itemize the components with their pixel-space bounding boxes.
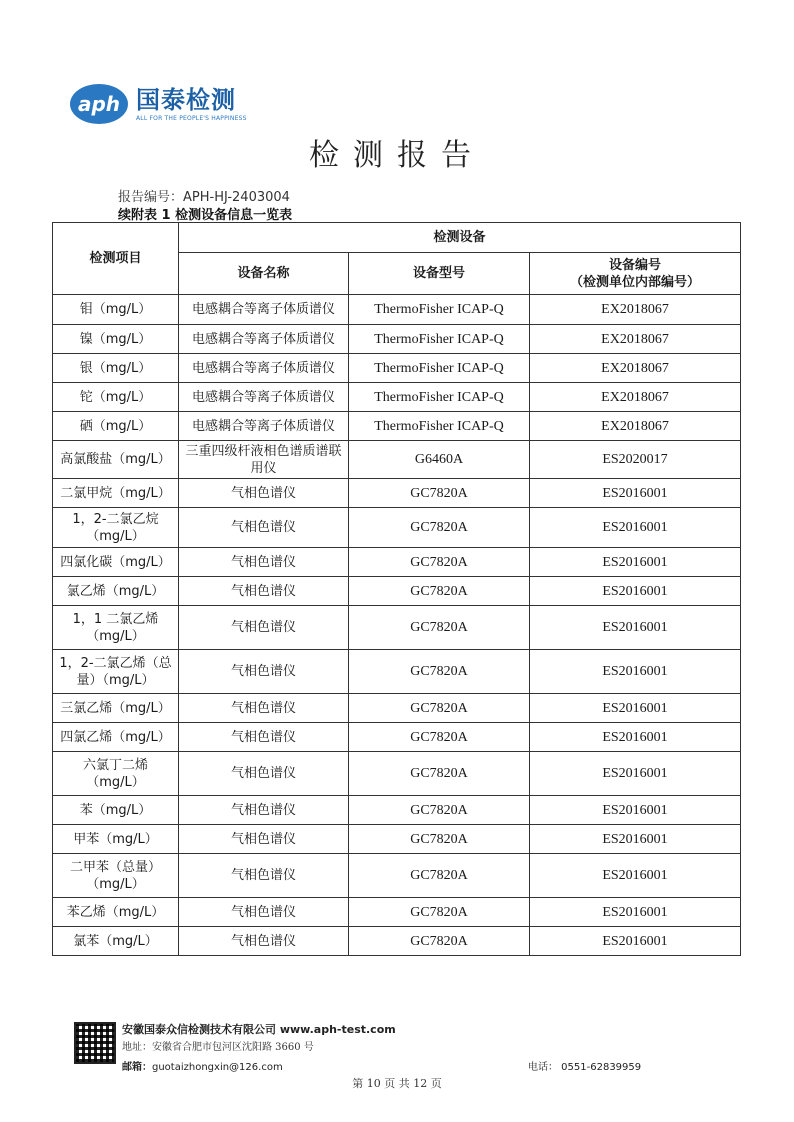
header-equipment-id-line2: （检测单位内部编号） xyxy=(570,274,701,290)
cell-equipment-name: 气相色谱仪 xyxy=(179,927,349,956)
cell-test-item: 二甲苯（总量）（mg/L） xyxy=(53,854,179,898)
cell-equipment-id: ES2016001 xyxy=(530,479,741,508)
cell-equipment-name: 电感耦合等离子体质谱仪 xyxy=(179,412,349,441)
cell-equipment-model: GC7820A xyxy=(349,796,530,825)
cell-equipment-model: ThermoFisher ICAP-Q xyxy=(349,325,530,354)
cell-test-item: 苯（mg/L） xyxy=(53,796,179,825)
cell-equipment-model: GC7820A xyxy=(349,606,530,650)
aph-logo-mark: aph xyxy=(70,84,128,124)
cell-equipment-name: 三重四级杆液相色谱质谱联用仪 xyxy=(179,441,349,479)
cell-equipment-id: EX2018067 xyxy=(530,325,741,354)
cell-equipment-model: GC7820A xyxy=(349,650,530,694)
cell-equipment-id: ES2016001 xyxy=(530,694,741,723)
cell-equipment-model: GC7820A xyxy=(349,694,530,723)
page-number: 第 10 页 共 12 页 xyxy=(352,1077,442,1090)
cell-test-item: 钼（mg/L） xyxy=(53,295,179,325)
cell-equipment-model: GC7820A xyxy=(349,854,530,898)
cell-test-item: 氯苯（mg/L） xyxy=(53,927,179,956)
table-row xyxy=(53,854,741,898)
table-row xyxy=(53,650,741,694)
cell-equipment-name: 气相色谱仪 xyxy=(179,723,349,752)
table-row xyxy=(53,577,741,606)
header-test-item: 检测项目 xyxy=(53,223,179,295)
table-row xyxy=(53,325,741,354)
cell-equipment-name: 气相色谱仪 xyxy=(179,548,349,577)
cell-equipment-name: 电感耦合等离子体质谱仪 xyxy=(179,354,349,383)
cell-equipment-id: ES2016001 xyxy=(530,606,741,650)
equipment-table xyxy=(52,222,741,956)
cell-test-item: 1，2-二氯乙烷（mg/L） xyxy=(53,508,179,548)
cell-equipment-name: 气相色谱仪 xyxy=(179,577,349,606)
cell-equipment-model: ThermoFisher ICAP-Q xyxy=(349,295,530,325)
cell-test-item: 二氯甲烷（mg/L） xyxy=(53,479,179,508)
table-row xyxy=(53,548,741,577)
page-title: 检测报告 xyxy=(309,138,485,173)
table-row xyxy=(53,383,741,412)
cell-equipment-id: ES2016001 xyxy=(530,548,741,577)
cell-equipment-name: 气相色谱仪 xyxy=(179,796,349,825)
report-number: 报告编号：APH-HJ-2403004 xyxy=(118,190,290,205)
cell-equipment-name: 气相色谱仪 xyxy=(179,898,349,927)
cell-equipment-id: ES2016001 xyxy=(530,650,741,694)
footer-email xyxy=(122,1058,283,1073)
cell-test-item: 高氯酸盐（mg/L） xyxy=(53,441,179,479)
footer-company: 安徽国泰众信检测技术有限公司 www.aph-test.com xyxy=(122,1023,396,1036)
cell-test-item: 铊（mg/L） xyxy=(53,383,179,412)
cell-equipment-model: GC7820A xyxy=(349,548,530,577)
cell-equipment-name: 电感耦合等离子体质谱仪 xyxy=(179,295,349,325)
cell-equipment-model: GC7820A xyxy=(349,723,530,752)
cell-equipment-name: 气相色谱仪 xyxy=(179,479,349,508)
cell-equipment-model: GC7820A xyxy=(349,898,530,927)
cell-equipment-name: 气相色谱仪 xyxy=(179,508,349,548)
cell-equipment-model: G6460A xyxy=(349,441,530,479)
cell-equipment-id: ES2016001 xyxy=(530,854,741,898)
cell-equipment-id: ES2016001 xyxy=(530,723,741,752)
footer-phone: 电话： 0551-62839959 xyxy=(528,1062,642,1073)
cell-equipment-name: 气相色谱仪 xyxy=(179,825,349,854)
table-row xyxy=(53,694,741,723)
cell-equipment-name: 气相色谱仪 xyxy=(179,650,349,694)
cell-equipment-model: GC7820A xyxy=(349,479,530,508)
cell-equipment-model: ThermoFisher ICAP-Q xyxy=(349,383,530,412)
cell-equipment-name: 电感耦合等离子体质谱仪 xyxy=(179,325,349,354)
table-row xyxy=(53,412,741,441)
cell-equipment-id: ES2020017 xyxy=(530,441,741,479)
cell-equipment-model: ThermoFisher ICAP-Q xyxy=(349,354,530,383)
cell-test-item: 四氯化碳（mg/L） xyxy=(53,548,179,577)
cell-test-item: 甲苯（mg/L） xyxy=(53,825,179,854)
footer-address: 地址：安徽省合肥市包河区沈阳路 3660 号 xyxy=(122,1042,314,1053)
table-row xyxy=(53,752,741,796)
cell-equipment-name: 电感耦合等离子体质谱仪 xyxy=(179,383,349,412)
cell-test-item: 四氯乙烯（mg/L） xyxy=(53,723,179,752)
table-row xyxy=(53,441,741,479)
cell-test-item: 镍（mg/L） xyxy=(53,325,179,354)
logo-slogan: ALL FOR THE PEOPLE'S HAPPINESS xyxy=(136,114,247,122)
cell-test-item: 1，1 二氯乙烯（mg/L） xyxy=(53,606,179,650)
table-title: 续附表 1 检测设备信息一览表 xyxy=(118,208,293,223)
header-equipment-group: 检测设备 xyxy=(179,223,741,253)
cell-equipment-name: 气相色谱仪 xyxy=(179,694,349,723)
cell-equipment-id: EX2018067 xyxy=(530,354,741,383)
table-row xyxy=(53,354,741,383)
cell-equipment-name: 气相色谱仪 xyxy=(179,752,349,796)
table-row xyxy=(53,606,741,650)
cell-equipment-model: GC7820A xyxy=(349,752,530,796)
cell-equipment-id: ES2016001 xyxy=(530,825,741,854)
table-row xyxy=(53,295,741,325)
company-logo xyxy=(70,84,247,124)
footer-email-label: 邮箱： xyxy=(122,1062,152,1073)
footer-email-value: guotaizhongxin@126.com xyxy=(152,1062,283,1073)
cell-equipment-id: ES2016001 xyxy=(530,796,741,825)
table-row xyxy=(53,898,741,927)
cell-test-item: 苯乙烯（mg/L） xyxy=(53,898,179,927)
header-equipment-name: 设备名称 xyxy=(179,253,349,295)
cell-equipment-id: ES2016001 xyxy=(530,898,741,927)
cell-test-item: 1，2-二氯乙烯（总量）（mg/L） xyxy=(53,650,179,694)
cell-equipment-id: EX2018067 xyxy=(530,383,741,412)
cell-test-item: 银（mg/L） xyxy=(53,354,179,383)
cell-equipment-model: GC7820A xyxy=(349,508,530,548)
footer xyxy=(0,1018,794,1118)
cell-equipment-id: ES2016001 xyxy=(530,752,741,796)
qr-code-icon xyxy=(74,1022,116,1064)
cell-equipment-id: ES2016001 xyxy=(530,577,741,606)
cell-test-item: 三氯乙烯（mg/L） xyxy=(53,694,179,723)
cell-equipment-id: ES2016001 xyxy=(530,508,741,548)
table-row xyxy=(53,479,741,508)
header-equipment-id xyxy=(530,253,741,295)
header-equipment-model: 设备型号 xyxy=(349,253,530,295)
cell-test-item: 氯乙烯（mg/L） xyxy=(53,577,179,606)
table-row xyxy=(53,927,741,956)
cell-equipment-name: 气相色谱仪 xyxy=(179,606,349,650)
cell-equipment-id: EX2018067 xyxy=(530,412,741,441)
cell-equipment-model: GC7820A xyxy=(349,825,530,854)
header-equipment-id-line1: 设备编号 xyxy=(609,257,662,273)
cell-equipment-id: ES2016001 xyxy=(530,927,741,956)
cell-equipment-id: EX2018067 xyxy=(530,295,741,325)
cell-test-item: 六氯丁二烯（mg/L） xyxy=(53,752,179,796)
cell-equipment-name: 气相色谱仪 xyxy=(179,854,349,898)
cell-equipment-model: GC7820A xyxy=(349,577,530,606)
cell-test-item: 硒（mg/L） xyxy=(53,412,179,441)
cell-equipment-model: ThermoFisher ICAP-Q xyxy=(349,412,530,441)
cell-equipment-model: GC7820A xyxy=(349,927,530,956)
table-row xyxy=(53,508,741,548)
table-row xyxy=(53,723,741,752)
table-row xyxy=(53,796,741,825)
logo-name: 国泰检测 xyxy=(136,85,236,114)
table-row xyxy=(53,825,741,854)
